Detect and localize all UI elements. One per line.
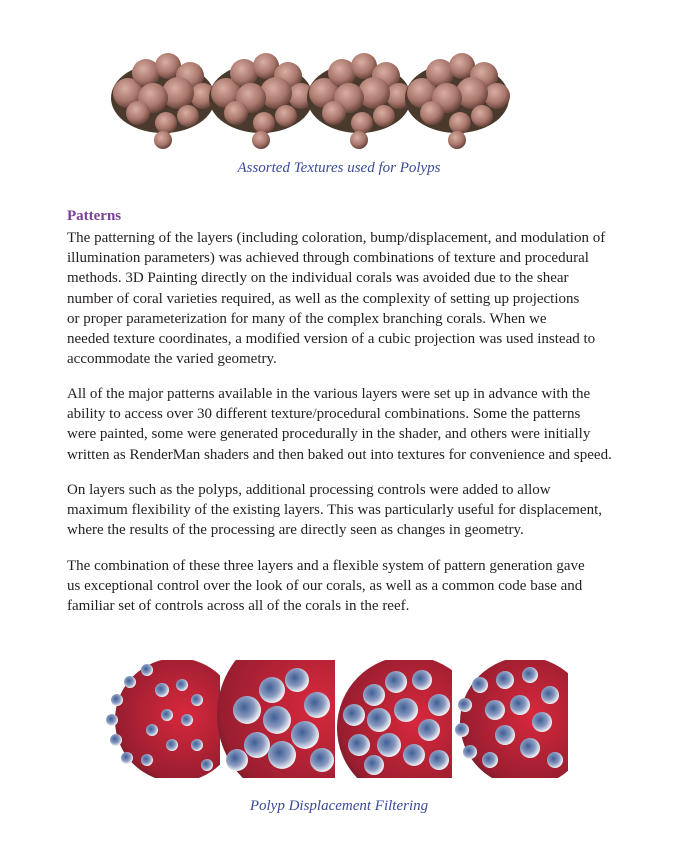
paragraph-1: [67, 228, 607, 369]
text-line: accommodate the varied geometry.: [67, 351, 277, 368]
polyp-bumpy-image: [334, 660, 452, 778]
text-line: ability to access over 30 different texture/procedural combinations. Some the patterns: [67, 406, 581, 423]
text-line: number of coral varieties required, as well as the complexity of setting up projections: [67, 290, 580, 307]
text-line: The patterning of the layers (including coloration, bump/displacement, and modulation of: [67, 230, 606, 246]
text-line: methods. 3D Painting directly on the individual corals was avoided due to the shear: [67, 270, 569, 287]
text-line: familiar set of controls across all of the corals in the reef.: [67, 598, 410, 615]
text-line: where the results of the processing are directly seen as changes in geometry.: [67, 522, 524, 539]
paragraph-4: [67, 556, 607, 617]
text-line: were painted, some were generated procedurally in the shader, and others were initially: [67, 426, 591, 443]
text-line: maximum flexibility of the existing layers. This was particularly useful for displacement,: [67, 502, 603, 519]
figure-caption-top: Assorted Textures used for Polyps: [237, 160, 441, 176]
paragraph-2: [67, 384, 612, 465]
polyp-rounded-image: [217, 660, 335, 778]
polyp-spiky-image: [102, 660, 220, 778]
text-line: or proper parameterization for many of the complex branching corals. When we: [67, 310, 547, 327]
paragraph-3: [67, 480, 607, 541]
text-line: needed texture coordinates, a modified version of a cubic projection was used instead to: [67, 331, 596, 348]
polyp-filtered-image: [450, 660, 568, 778]
text-line: written as RenderMan shaders and then baked out into textures for convenience and speed.: [67, 446, 612, 463]
text-line: us exceptional control over the look of our corals, as well as a common code base and: [67, 578, 583, 595]
text-line: illumination parameters) was achieved through combinations of texture and procedural: [67, 250, 589, 267]
figure-caption-bottom: Polyp Displacement Filtering: [249, 798, 429, 814]
text-line: The combination of these three layers and a flexible system of pattern generation gave: [67, 558, 585, 574]
coral-polyp-textures-image: [108, 38, 548, 153]
section-heading: Patterns: [67, 208, 122, 224]
text-line: All of the major patterns available in the various layers were set up in advance with the: [67, 386, 591, 402]
text-line: On layers such as the polyps, additional processing controls were added to allow: [67, 482, 551, 498]
